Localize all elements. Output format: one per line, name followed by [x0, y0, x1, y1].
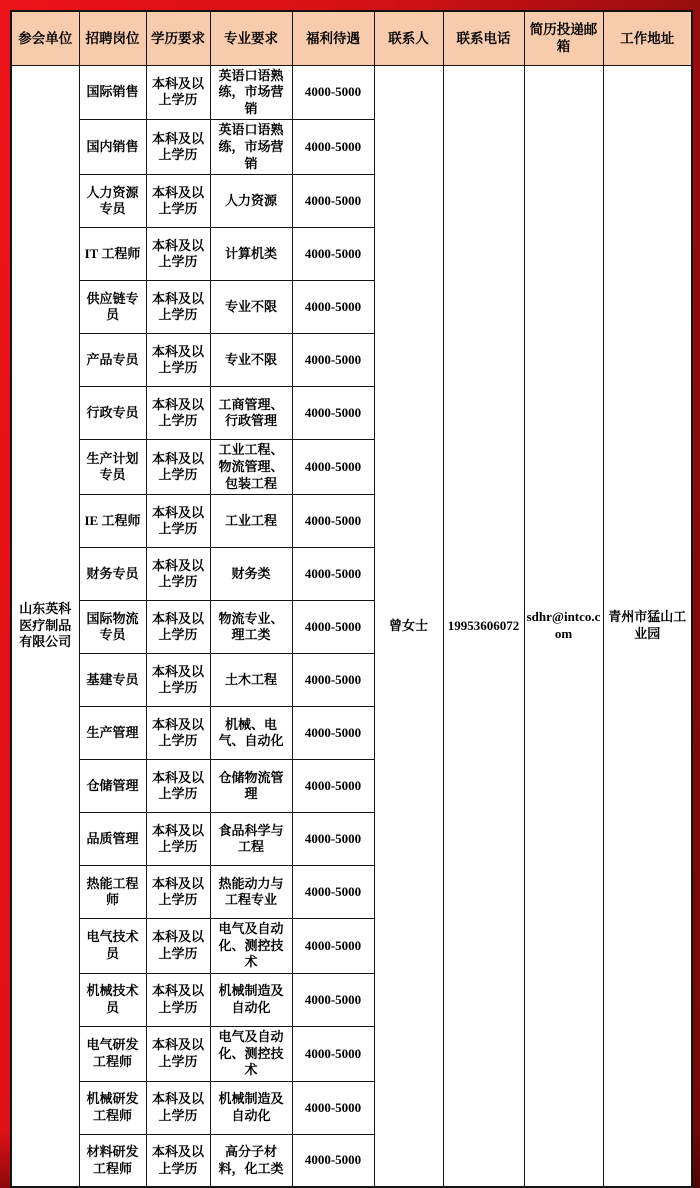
major-cell: 食品科学与工程: [210, 813, 292, 866]
salary-cell: 4000-5000: [292, 120, 374, 175]
position-cell: 国内销售: [79, 120, 146, 175]
education-cell: 本科及以上学历: [146, 974, 210, 1027]
column-header-contact-person: 联系人: [374, 11, 443, 65]
position-cell: 财务专员: [79, 548, 146, 601]
position-cell: 产品专员: [79, 334, 146, 387]
position-cell: 行政专员: [79, 387, 146, 440]
major-cell: 机械制造及自动化: [210, 974, 292, 1027]
contact-phone-cell: 19953606072: [443, 65, 524, 1187]
work-address-cell: 青州市猛山工业园: [603, 65, 692, 1187]
position-cell: 材料研发工程师: [79, 1134, 146, 1187]
education-cell: 本科及以上学历: [146, 813, 210, 866]
major-cell: 工业工程、物流管理、包装工程: [210, 440, 292, 495]
education-cell: 本科及以上学历: [146, 175, 210, 228]
salary-cell: 4000-5000: [292, 548, 374, 601]
position-cell: 电气技术员: [79, 919, 146, 974]
column-header-education: 学历要求: [146, 11, 210, 65]
salary-cell: 4000-5000: [292, 813, 374, 866]
major-cell: 热能动力与工程专业: [210, 866, 292, 919]
header-row: [11, 11, 692, 65]
salary-cell: 4000-5000: [292, 601, 374, 654]
position-cell: IE 工程师: [79, 495, 146, 548]
position-cell: 仓储管理: [79, 760, 146, 813]
education-cell: 本科及以上学历: [146, 919, 210, 974]
position-cell: 生产计划专员: [79, 440, 146, 495]
major-cell: 人力资源: [210, 175, 292, 228]
education-cell: 本科及以上学历: [146, 601, 210, 654]
column-header-salary: 福利待遇: [292, 11, 374, 65]
education-cell: 本科及以上学历: [146, 228, 210, 281]
salary-cell: 4000-5000: [292, 1081, 374, 1134]
position-cell: 供应链专员: [79, 281, 146, 334]
education-cell: 本科及以上学历: [146, 387, 210, 440]
salary-cell: 4000-5000: [292, 334, 374, 387]
major-cell: 仓储物流管理: [210, 760, 292, 813]
major-cell: 计算机类: [210, 228, 292, 281]
salary-cell: 4000-5000: [292, 495, 374, 548]
position-cell: 基建专员: [79, 654, 146, 707]
major-cell: 机械、电气、自动化: [210, 707, 292, 760]
position-cell: 电气研发工程师: [79, 1027, 146, 1082]
major-cell: 专业不限: [210, 281, 292, 334]
major-cell: 土木工程: [210, 654, 292, 707]
salary-cell: 4000-5000: [292, 760, 374, 813]
position-cell: 热能工程师: [79, 866, 146, 919]
salary-cell: 4000-5000: [292, 175, 374, 228]
education-cell: 本科及以上学历: [146, 120, 210, 175]
column-header-position: 招聘岗位: [79, 11, 146, 65]
education-cell: 本科及以上学历: [146, 334, 210, 387]
education-cell: 本科及以上学历: [146, 65, 210, 120]
resume-email-cell: sdhr@intco.com: [524, 65, 603, 1187]
education-cell: 本科及以上学历: [146, 654, 210, 707]
major-cell: 高分子材料，化工类: [210, 1134, 292, 1187]
education-cell: 本科及以上学历: [146, 760, 210, 813]
major-cell: 电气及自动化、测控技术: [210, 1027, 292, 1082]
table-body: [11, 65, 692, 1187]
salary-cell: 4000-5000: [292, 919, 374, 974]
column-header-resume-email: 简历投递邮箱: [524, 11, 603, 65]
education-cell: 本科及以上学历: [146, 440, 210, 495]
major-cell: 电气及自动化、测控技术: [210, 919, 292, 974]
column-header-work-address: 工作地址: [603, 11, 692, 65]
salary-cell: 4000-5000: [292, 228, 374, 281]
column-header-major: 专业要求: [210, 11, 292, 65]
education-cell: 本科及以上学历: [146, 548, 210, 601]
salary-cell: 4000-5000: [292, 281, 374, 334]
position-cell: 国际物流专员: [79, 601, 146, 654]
major-cell: 工商管理、行政管理: [210, 387, 292, 440]
major-cell: 英语口语熟练，市场营销: [210, 120, 292, 175]
education-cell: 本科及以上学历: [146, 495, 210, 548]
education-cell: 本科及以上学历: [146, 707, 210, 760]
education-cell: 本科及以上学历: [146, 1027, 210, 1082]
column-header-contact-phone: 联系电话: [443, 11, 524, 65]
salary-cell: 4000-5000: [292, 1134, 374, 1187]
major-cell: 财务类: [210, 548, 292, 601]
education-cell: 本科及以上学历: [146, 866, 210, 919]
education-cell: 本科及以上学历: [146, 281, 210, 334]
recruitment-table: [10, 10, 693, 1188]
position-cell: 品质管理: [79, 813, 146, 866]
major-cell: 专业不限: [210, 334, 292, 387]
salary-cell: 4000-5000: [292, 866, 374, 919]
major-cell: 机械制造及自动化: [210, 1081, 292, 1134]
position-cell: 机械技术员: [79, 974, 146, 1027]
salary-cell: 4000-5000: [292, 387, 374, 440]
position-cell: 国际销售: [79, 65, 146, 120]
education-cell: 本科及以上学历: [146, 1081, 210, 1134]
major-cell: 英语口语熟练，市场营销: [210, 65, 292, 120]
major-cell: 工业工程: [210, 495, 292, 548]
contact-person-cell: 曾女士: [374, 65, 443, 1187]
company-name-cell: 山东英科医疗制品有限公司: [11, 65, 79, 1187]
salary-cell: 4000-5000: [292, 974, 374, 1027]
salary-cell: 4000-5000: [292, 65, 374, 120]
position-cell: IT 工程师: [79, 228, 146, 281]
position-cell: 机械研发工程师: [79, 1081, 146, 1134]
salary-cell: 4000-5000: [292, 440, 374, 495]
salary-cell: 4000-5000: [292, 707, 374, 760]
column-header-unit: 参会单位: [11, 11, 79, 65]
position-cell: 生产管理: [79, 707, 146, 760]
position-cell: 人力资源专员: [79, 175, 146, 228]
major-cell: 物流专业、理工类: [210, 601, 292, 654]
salary-cell: 4000-5000: [292, 1027, 374, 1082]
education-cell: 本科及以上学历: [146, 1134, 210, 1187]
table-row: [11, 65, 692, 120]
salary-cell: 4000-5000: [292, 654, 374, 707]
